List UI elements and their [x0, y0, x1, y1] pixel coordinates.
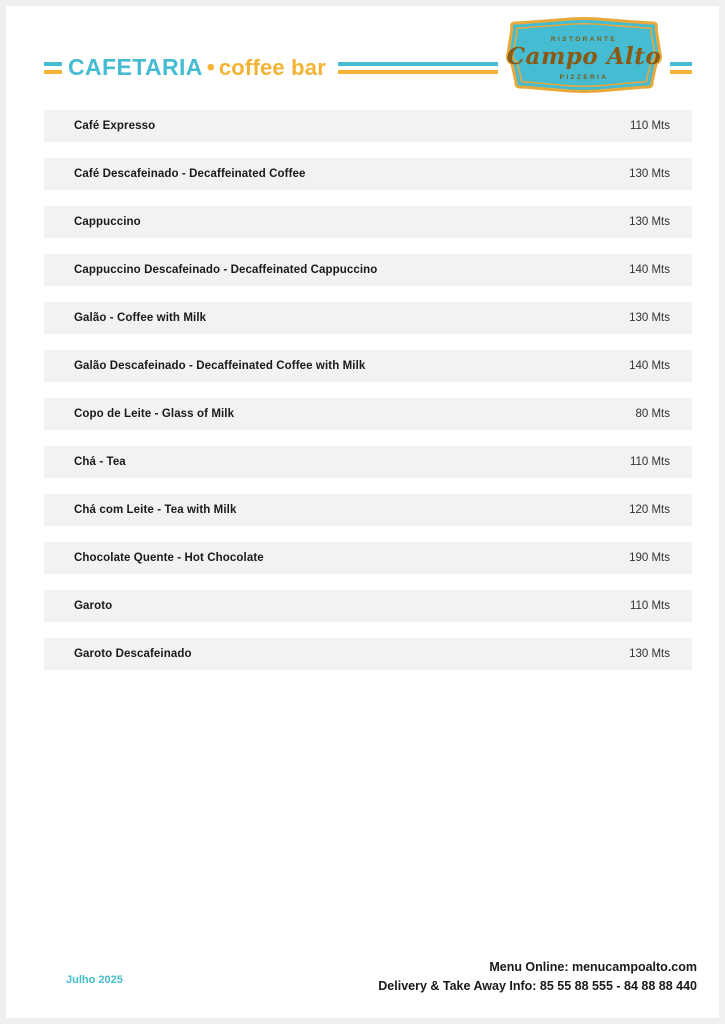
footer-date: Julho 2025 [66, 974, 123, 986]
menu-item-row [44, 254, 692, 286]
menu-item-row [44, 398, 692, 430]
rule-bar-yellow [670, 70, 692, 74]
rule-bar-blue [338, 62, 498, 66]
menu-item-row [44, 302, 692, 334]
footer-delivery-info: Delivery & Take Away Info: 85 55 88 555 - 84 88 88 440 [378, 979, 697, 993]
menu-item-name: Chá com Leite - Tea with Milk [74, 504, 237, 516]
menu-item-name: Copo de Leite - Glass of Milk [74, 408, 235, 420]
footer-menu-online: Menu Online: menucampoalto.com [489, 960, 697, 974]
menu-item-name: Garoto [74, 600, 113, 612]
menu-item-price: 120 Mts [629, 504, 670, 516]
menu-item-price: 110 Mts [629, 120, 670, 132]
menu-item-price: 130 Mts [629, 216, 670, 228]
header-rule-right [338, 62, 498, 78]
menu-item-list [44, 110, 692, 686]
rule-bar-blue [670, 62, 692, 66]
logo-top-text: RISTORANTE [550, 36, 618, 43]
page-title [68, 54, 326, 81]
menu-item-name: Cappuccino Descafeinado - Decaffeinated Cappuccino [74, 264, 378, 276]
menu-item-name: Cappuccino [74, 216, 141, 228]
campo-alto-logo [498, 14, 670, 94]
menu-item-name: Galão - Coffee with Milk [74, 312, 207, 324]
menu-item-price: 130 Mts [629, 168, 670, 180]
footer-contact-block [378, 958, 697, 996]
logo-bottom-text: PIZZERIA [559, 74, 609, 81]
title-separator: • [206, 54, 215, 80]
title-english: coffee bar [218, 55, 326, 80]
rule-bar-yellow [338, 70, 498, 74]
menu-item-name: Chá - Tea [74, 456, 126, 468]
menu-item-price: 80 Mts [635, 408, 670, 420]
menu-item-name: Café Descafeinado - Decaffeinated Coffee [74, 168, 306, 180]
menu-item-price: 140 Mts [629, 360, 670, 372]
rule-bar-blue [44, 62, 62, 66]
menu-item-name: Garoto Descafeinado [74, 648, 192, 660]
menu-item-row [44, 638, 692, 670]
menu-item-price: 130 Mts [629, 312, 670, 324]
menu-item-row [44, 542, 692, 574]
menu-item-row [44, 110, 692, 142]
menu-item-row [44, 158, 692, 190]
title-portuguese: CAFETARIA [68, 54, 203, 80]
rule-bar-yellow [44, 70, 62, 74]
menu-item-price: 140 Mts [629, 264, 670, 276]
menu-item-price: 110 Mts [629, 600, 670, 612]
menu-item-price: 110 Mts [629, 456, 670, 468]
menu-item-name: Galão Descafeinado - Decaffeinated Coffee with Milk [74, 360, 366, 372]
menu-item-price: 190 Mts [629, 552, 670, 564]
menu-item-row [44, 446, 692, 478]
header-rule-left [44, 62, 62, 78]
menu-item-row [44, 206, 692, 238]
header-rule-far-right [670, 62, 692, 78]
menu-item-row [44, 350, 692, 382]
menu-item-price: 130 Mts [629, 648, 670, 660]
menu-item-name: Chocolate Quente - Hot Chocolate [74, 552, 264, 564]
menu-item-row [44, 590, 692, 622]
page-footer [6, 950, 725, 1004]
logo-name-text: Campo Alto [506, 43, 662, 70]
menu-item-name: Café Expresso [74, 120, 156, 132]
menu-item-row [44, 494, 692, 526]
